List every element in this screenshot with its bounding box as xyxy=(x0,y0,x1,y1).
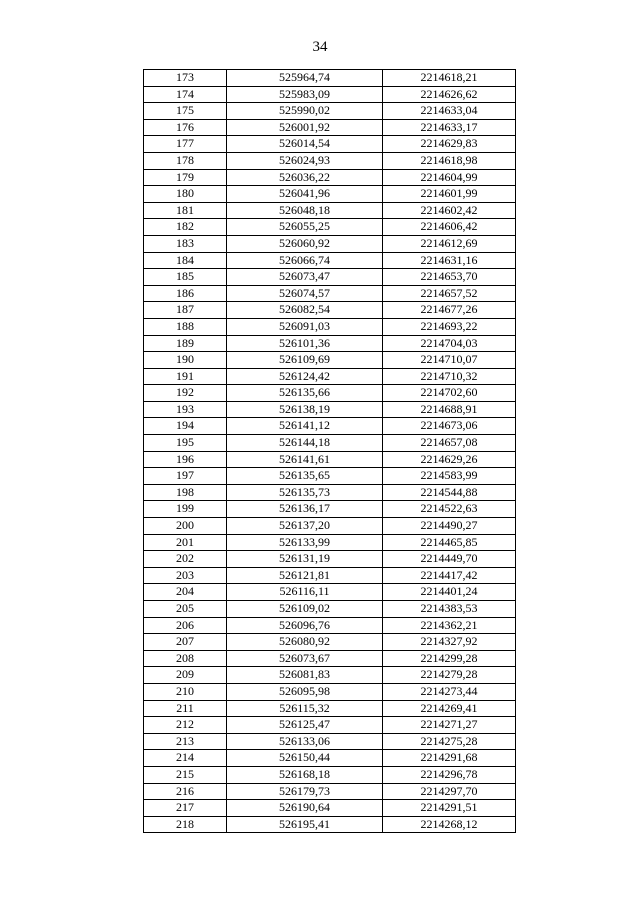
table-row xyxy=(144,352,516,369)
x-coordinate-cell: 526121,81 xyxy=(227,567,383,584)
y-coordinate-cell: 2214383,53 xyxy=(383,601,516,618)
point-number-cell: 197 xyxy=(144,468,227,485)
point-number-cell: 201 xyxy=(144,534,227,551)
point-number-cell: 173 xyxy=(144,70,227,87)
point-number-cell: 185 xyxy=(144,269,227,286)
point-number-cell: 182 xyxy=(144,219,227,236)
point-number-cell: 206 xyxy=(144,617,227,634)
x-coordinate-cell: 526136,17 xyxy=(227,501,383,518)
x-coordinate-cell: 526024,93 xyxy=(227,152,383,169)
x-coordinate-cell: 526101,36 xyxy=(227,335,383,352)
y-coordinate-cell: 2214631,16 xyxy=(383,252,516,269)
point-number-cell: 216 xyxy=(144,783,227,800)
point-number-cell: 177 xyxy=(144,136,227,153)
x-coordinate-cell: 526055,25 xyxy=(227,219,383,236)
table-row xyxy=(144,202,516,219)
table-row xyxy=(144,169,516,186)
point-number-cell: 174 xyxy=(144,86,227,103)
point-number-cell: 187 xyxy=(144,302,227,319)
table-row xyxy=(144,269,516,286)
x-coordinate-cell: 526095,98 xyxy=(227,683,383,700)
table-row xyxy=(144,584,516,601)
y-coordinate-cell: 2214583,99 xyxy=(383,468,516,485)
table-row xyxy=(144,750,516,767)
table-row xyxy=(144,418,516,435)
y-coordinate-cell: 2214657,08 xyxy=(383,435,516,452)
point-number-cell: 211 xyxy=(144,700,227,717)
x-coordinate-cell: 526109,69 xyxy=(227,352,383,369)
x-coordinate-cell: 526135,66 xyxy=(227,385,383,402)
point-number-cell: 191 xyxy=(144,368,227,385)
table-row xyxy=(144,86,516,103)
y-coordinate-cell: 2214296,78 xyxy=(383,766,516,783)
point-number-cell: 207 xyxy=(144,634,227,651)
x-coordinate-cell: 526073,67 xyxy=(227,650,383,667)
table-row xyxy=(144,683,516,700)
x-coordinate-cell: 526116,11 xyxy=(227,584,383,601)
y-coordinate-cell: 2214702,60 xyxy=(383,385,516,402)
table-row xyxy=(144,667,516,684)
table-row xyxy=(144,335,516,352)
y-coordinate-cell: 2214657,52 xyxy=(383,285,516,302)
table-row xyxy=(144,534,516,551)
y-coordinate-cell: 2214449,70 xyxy=(383,551,516,568)
y-coordinate-cell: 2214362,21 xyxy=(383,617,516,634)
x-coordinate-cell: 526168,18 xyxy=(227,766,383,783)
point-number-cell: 179 xyxy=(144,169,227,186)
x-coordinate-cell: 526150,44 xyxy=(227,750,383,767)
table-row xyxy=(144,119,516,136)
x-coordinate-cell: 525983,09 xyxy=(227,86,383,103)
y-coordinate-cell: 2214297,70 xyxy=(383,783,516,800)
point-number-cell: 180 xyxy=(144,186,227,203)
x-coordinate-cell: 526082,54 xyxy=(227,302,383,319)
y-coordinate-cell: 2214291,51 xyxy=(383,800,516,817)
y-coordinate-cell: 2214693,22 xyxy=(383,318,516,335)
y-coordinate-cell: 2214271,27 xyxy=(383,717,516,734)
x-coordinate-cell: 526135,73 xyxy=(227,484,383,501)
page-number: 34 xyxy=(312,39,328,55)
point-number-cell: 209 xyxy=(144,667,227,684)
point-number-cell: 199 xyxy=(144,501,227,518)
table-row xyxy=(144,617,516,634)
point-number-cell: 200 xyxy=(144,518,227,535)
point-number-cell: 188 xyxy=(144,318,227,335)
table-row xyxy=(144,800,516,817)
coordinates-table xyxy=(143,69,516,833)
point-number-cell: 195 xyxy=(144,435,227,452)
table-row xyxy=(144,634,516,651)
y-coordinate-cell: 2214401,24 xyxy=(383,584,516,601)
table-row xyxy=(144,435,516,452)
point-number-cell: 212 xyxy=(144,717,227,734)
table-row xyxy=(144,302,516,319)
table-row xyxy=(144,601,516,618)
y-coordinate-cell: 2214273,44 xyxy=(383,683,516,700)
point-number-cell: 202 xyxy=(144,551,227,568)
x-coordinate-cell: 526138,19 xyxy=(227,401,383,418)
point-number-cell: 184 xyxy=(144,252,227,269)
y-coordinate-cell: 2214618,98 xyxy=(383,152,516,169)
point-number-cell: 183 xyxy=(144,235,227,252)
table-row xyxy=(144,700,516,717)
point-number-cell: 204 xyxy=(144,584,227,601)
coordinates-table-body xyxy=(144,70,516,833)
x-coordinate-cell: 526179,73 xyxy=(227,783,383,800)
x-coordinate-cell: 526096,76 xyxy=(227,617,383,634)
y-coordinate-cell: 2214618,21 xyxy=(383,70,516,87)
point-number-cell: 214 xyxy=(144,750,227,767)
point-number-cell: 198 xyxy=(144,484,227,501)
x-coordinate-cell: 526074,57 xyxy=(227,285,383,302)
x-coordinate-cell: 526080,92 xyxy=(227,634,383,651)
table-row xyxy=(144,650,516,667)
x-coordinate-cell: 526195,41 xyxy=(227,816,383,833)
table-row xyxy=(144,235,516,252)
table-row xyxy=(144,468,516,485)
table-row xyxy=(144,136,516,153)
table-row xyxy=(144,219,516,236)
table-row xyxy=(144,368,516,385)
y-coordinate-cell: 2214490,27 xyxy=(383,518,516,535)
table-row xyxy=(144,186,516,203)
table-row xyxy=(144,766,516,783)
table-row xyxy=(144,501,516,518)
y-coordinate-cell: 2214604,99 xyxy=(383,169,516,186)
point-number-cell: 190 xyxy=(144,352,227,369)
x-coordinate-cell: 526133,99 xyxy=(227,534,383,551)
x-coordinate-cell: 526141,61 xyxy=(227,451,383,468)
y-coordinate-cell: 2214653,70 xyxy=(383,269,516,286)
x-coordinate-cell: 526001,92 xyxy=(227,119,383,136)
x-coordinate-cell: 526135,65 xyxy=(227,468,383,485)
x-coordinate-cell: 526060,92 xyxy=(227,235,383,252)
x-coordinate-cell: 526125,47 xyxy=(227,717,383,734)
point-number-cell: 193 xyxy=(144,401,227,418)
point-number-cell: 205 xyxy=(144,601,227,618)
point-number-cell: 215 xyxy=(144,766,227,783)
y-coordinate-cell: 2214710,32 xyxy=(383,368,516,385)
x-coordinate-cell: 526036,22 xyxy=(227,169,383,186)
point-number-cell: 175 xyxy=(144,103,227,120)
x-coordinate-cell: 526131,19 xyxy=(227,551,383,568)
table-row xyxy=(144,70,516,87)
point-number-cell: 213 xyxy=(144,733,227,750)
table-row xyxy=(144,717,516,734)
x-coordinate-cell: 526066,74 xyxy=(227,252,383,269)
x-coordinate-cell: 526048,18 xyxy=(227,202,383,219)
y-coordinate-cell: 2214710,07 xyxy=(383,352,516,369)
point-number-cell: 181 xyxy=(144,202,227,219)
y-coordinate-cell: 2214626,62 xyxy=(383,86,516,103)
x-coordinate-cell: 525990,02 xyxy=(227,103,383,120)
y-coordinate-cell: 2214602,42 xyxy=(383,202,516,219)
x-coordinate-cell: 526137,20 xyxy=(227,518,383,535)
point-number-cell: 178 xyxy=(144,152,227,169)
table-row xyxy=(144,252,516,269)
y-coordinate-cell: 2214465,85 xyxy=(383,534,516,551)
point-number-cell: 194 xyxy=(144,418,227,435)
table-row xyxy=(144,152,516,169)
table-row xyxy=(144,318,516,335)
y-coordinate-cell: 2214677,26 xyxy=(383,302,516,319)
point-number-cell: 186 xyxy=(144,285,227,302)
y-coordinate-cell: 2214633,17 xyxy=(383,119,516,136)
y-coordinate-cell: 2214291,68 xyxy=(383,750,516,767)
x-coordinate-cell: 526014,54 xyxy=(227,136,383,153)
y-coordinate-cell: 2214299,28 xyxy=(383,650,516,667)
x-coordinate-cell: 526115,32 xyxy=(227,700,383,717)
x-coordinate-cell: 526141,12 xyxy=(227,418,383,435)
point-number-cell: 189 xyxy=(144,335,227,352)
table-row xyxy=(144,285,516,302)
point-number-cell: 208 xyxy=(144,650,227,667)
x-coordinate-cell: 526124,42 xyxy=(227,368,383,385)
y-coordinate-cell: 2214275,28 xyxy=(383,733,516,750)
y-coordinate-cell: 2214688,91 xyxy=(383,401,516,418)
x-coordinate-cell: 526041,96 xyxy=(227,186,383,203)
y-coordinate-cell: 2214673,06 xyxy=(383,418,516,435)
y-coordinate-cell: 2214704,03 xyxy=(383,335,516,352)
x-coordinate-cell: 526133,06 xyxy=(227,733,383,750)
point-number-cell: 218 xyxy=(144,816,227,833)
table-row xyxy=(144,551,516,568)
point-number-cell: 210 xyxy=(144,683,227,700)
point-number-cell: 176 xyxy=(144,119,227,136)
y-coordinate-cell: 2214269,41 xyxy=(383,700,516,717)
point-number-cell: 196 xyxy=(144,451,227,468)
y-coordinate-cell: 2214629,83 xyxy=(383,136,516,153)
table-row xyxy=(144,518,516,535)
y-coordinate-cell: 2214629,26 xyxy=(383,451,516,468)
y-coordinate-cell: 2214327,92 xyxy=(383,634,516,651)
table-row xyxy=(144,451,516,468)
point-number-cell: 192 xyxy=(144,385,227,402)
table-row xyxy=(144,385,516,402)
x-coordinate-cell: 526144,18 xyxy=(227,435,383,452)
x-coordinate-cell: 526081,83 xyxy=(227,667,383,684)
x-coordinate-cell: 526109,02 xyxy=(227,601,383,618)
table-row xyxy=(144,733,516,750)
x-coordinate-cell: 525964,74 xyxy=(227,70,383,87)
table-row xyxy=(144,816,516,833)
y-coordinate-cell: 2214417,42 xyxy=(383,567,516,584)
y-coordinate-cell: 2214522,63 xyxy=(383,501,516,518)
y-coordinate-cell: 2214633,04 xyxy=(383,103,516,120)
point-number-cell: 203 xyxy=(144,567,227,584)
y-coordinate-cell: 2214279,28 xyxy=(383,667,516,684)
table-row xyxy=(144,484,516,501)
y-coordinate-cell: 2214544,88 xyxy=(383,484,516,501)
x-coordinate-cell: 526091,03 xyxy=(227,318,383,335)
point-number-cell: 217 xyxy=(144,800,227,817)
y-coordinate-cell: 2214268,12 xyxy=(383,816,516,833)
table-row xyxy=(144,783,516,800)
y-coordinate-cell: 2214606,42 xyxy=(383,219,516,236)
y-coordinate-cell: 2214612,69 xyxy=(383,235,516,252)
table-row xyxy=(144,103,516,120)
table-row xyxy=(144,401,516,418)
y-coordinate-cell: 2214601,99 xyxy=(383,186,516,203)
x-coordinate-cell: 526073,47 xyxy=(227,269,383,286)
x-coordinate-cell: 526190,64 xyxy=(227,800,383,817)
table-row xyxy=(144,567,516,584)
